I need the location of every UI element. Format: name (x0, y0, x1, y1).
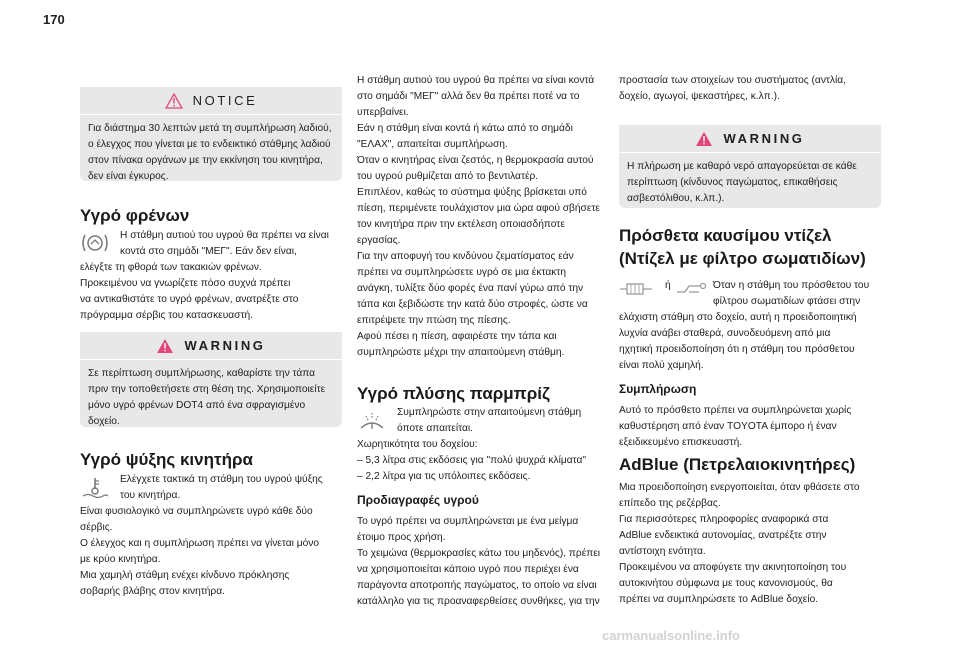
text-line: Για την αποφυγή του κινδύνου ζεματίσματος εάν (357, 251, 574, 262)
text-line: σέρβις. (80, 522, 113, 533)
notice-box-header (80, 87, 342, 115)
text-line: επίπεδο της ρεζέρβας. (619, 498, 721, 509)
warning-text: Η πλήρωση με καθαρό νερό απαγορεύεται σε κάθε περίπτωση (κίνδυνος παγώματος, επικαθήσεις ασβεστόλιθου, κ.λπ.). (627, 161, 857, 204)
text-line: Το υγρό πρέπει να συμπληρώνεται με ένα μείγμα (357, 516, 579, 527)
text-line: πίεση, περιμένετε τουλάχιστον μια ώρα αφού σβήσετε (357, 203, 600, 214)
text-line: – 2,2 λίτρα για τις υπόλοιπες εκδόσεις. (357, 471, 531, 482)
text-line: Μια προειδοποίηση ενεργοποιείται, όταν φθάσετε στο (619, 482, 860, 493)
diesel-additive-heading: Πρόσθετα καυσίμου ντίζελ (619, 226, 832, 245)
text-line: Επιπλέον, καθώς το σύστημα ψύξης βρίσκεται υπό (357, 187, 587, 198)
text-line: αντίστοιχη ενότητα. (619, 546, 706, 557)
warning-box-washer (619, 125, 881, 208)
text-line: Είναι φυσιολογικό να συμπληρώνετε υγρό κάθε δύο (80, 506, 313, 517)
text-line: του υγρού ρυθμίζεται από το βεντιλατέρ. (357, 171, 539, 182)
spec-continued-text (619, 73, 881, 105)
text-line: δοχείο, αγωγοί, ψεκαστήρες, κ.λπ.). (619, 91, 780, 102)
text-line: Μια χαμηλή στάθμη ενέχει κίνδυνο πρόκλησης (80, 570, 290, 581)
text-line: Ελέγχετε τακτικά τη στάθμη του υγρού ψύξης (120, 474, 323, 485)
fluid-spec-text (357, 514, 607, 610)
text-line: φίλτρου σωματιδίων φτάσει στην (713, 296, 861, 307)
text-line: ηχητική προειδοποίηση ότι η στάθμη του πρόσθετου (619, 344, 855, 355)
text-line: τον κινητήρα πριν την εκτέλεση οποιασδήποτε (357, 219, 565, 230)
text-line: εργασίας. (357, 235, 401, 246)
warning-triangle-icon (695, 131, 713, 147)
brake-fluid-heading: Υγρό φρένων (80, 206, 190, 225)
diesel-additive-subheading: (Ντίζελ με φίλτρο σωματιδίων) (619, 249, 866, 268)
text-line: αυτοκινήτου σύμφωνα με τους κανονισμούς, θα (619, 578, 833, 589)
text-line: εξειδικευμένο επισκευαστή. (619, 437, 743, 448)
text-line: όποτε απαιτείται. (397, 423, 473, 434)
text-line: – 5,3 λίτρα στις εκδόσεις για "πολύ ψυχρά κλίματα" (357, 455, 586, 466)
text-line: τάπα και ξεβιδώστε την κατά δύο στροφές, ώστε να (357, 299, 588, 310)
text-line: είναι πολύ χαμηλή. (619, 360, 704, 371)
warning-box-brake (80, 332, 342, 427)
text-line: Αυτό το πρόσθετο πρέπει να συμπληρώνεται χωρίς (619, 405, 852, 416)
warning-triangle-icon (156, 338, 174, 354)
fluid-spec-heading: Προδιαγραφές υγρού (357, 493, 479, 507)
text-line: Για περισσότερες πληροφορίες αναφορικά στα (619, 514, 829, 525)
adblue-heading: AdBlue (Πετρελαιοκινητήρες) (619, 455, 856, 474)
warning-box-header (80, 332, 342, 360)
warning-box-header (619, 125, 881, 153)
text-line: Όταν ο κινητήρας είναι ζεστός, η θερμοκρασία αυτού (357, 155, 594, 166)
text-line: Προκειμένου να αποφύγετε την ακινητοποίηση του (619, 562, 847, 573)
diesel-additive-text (619, 278, 881, 374)
text-line: να χρησιμοποιείται κάποιο υγρό που περιέχει ένα (357, 564, 579, 575)
text-line: επιτρέψετε την πτώση της πίεσης. (357, 315, 511, 326)
washer-fluid-text (357, 405, 607, 485)
text-line: καθυστέρηση από έναν TOYOTA έμπορο ή έναν (619, 421, 837, 432)
warning-title: WARNING (723, 130, 805, 146)
text-line: στο σημάδι "ΜΕΓ" αλλά δεν θα πρέπει ποτέ να το (357, 91, 580, 102)
text-line: κοντά στο σημάδι "ΜΕΓ". Εάν δεν είναι, (120, 246, 297, 257)
text-line: Το χειμώνα (θερμοκρασίες κάτω του μηδενός), πρέπει (357, 548, 601, 559)
text-line: συμπληρώστε μέχρι την απαιτούμενη στάθμη. (357, 347, 565, 358)
text-line: AdBlue ενδεικτικά αυτονομίας, ανατρέξτε στην (619, 530, 827, 541)
adblue-text (619, 480, 881, 608)
text-line: Ο έλεγχος και η συμπλήρωση πρέπει να γίνεται μόνο (80, 538, 319, 549)
text-line: Προκειμένου να γνωρίζετε πόσο συχνά πρέπει (80, 278, 291, 289)
text-line: Χωρητικότητα του δοχείου: (357, 439, 478, 450)
notice-text: Για διάστημα 30 λεπτών μετά τη συμπλήρωση λαδιού, ο έλεγχος που γίνεται με το ενδεικτικό στάθμης λαδιού στον πίνακα οργάνων με την εκκίνηση του κινητήρα, δεν είναι έγκυρος. (88, 123, 332, 182)
topup-text (619, 403, 881, 451)
text-line: του κινητήρα. (120, 490, 181, 501)
text-line: με κρύο κινητήρα. (80, 554, 161, 565)
text-line: ανάγκη, τυλίξτε δύο φορές ένα πανί γύρω από την (357, 283, 584, 294)
text-line: Συμπληρώστε στην απαιτούμενη στάθμη (397, 407, 582, 418)
brake-fluid-text (80, 228, 342, 324)
coolant-continued-text (357, 73, 607, 361)
notice-box (80, 87, 342, 181)
watermark: carmanualsonline.info (602, 628, 740, 643)
text-line: κατάλληλο για τις προαναφερθείσες συνθήκες, για την (357, 596, 600, 607)
text-line: Η στάθμη αυτιού του υγρού θα πρέπει να είναι κοντά (357, 75, 595, 86)
text-line: "ΕΛΑΧ", απαιτείται συμπλήρωση. (357, 139, 508, 150)
topup-heading: Συμπλήρωση (619, 382, 697, 396)
coolant-heading: Υγρό ψύξης κινητήρα (80, 450, 253, 469)
text-line: προστασία των στοιχείων του συστήματος (αντλία, (619, 75, 847, 86)
text-line: Όταν η στάθμη του πρόσθετου του (713, 280, 870, 291)
coolant-text (80, 472, 342, 600)
text-line: πρόγραμμα σέρβις του κατασκευαστή. (80, 310, 253, 321)
text-line: παράγοντα αποτροπής παγώματος, το οποίο να είναι (357, 580, 597, 591)
warning-title: WARNING (184, 337, 266, 353)
text-line: πρέπει να συμπληρώσετε το AdBlue δοχείο. (619, 594, 819, 605)
text-line: λυχνία ανάβει σταθερά, συνοδευόμενη από μια (619, 328, 831, 339)
text-line: Αφού πέσει η πίεση, αφαιρέστε την τάπα και (357, 331, 557, 342)
text-line: υπερβαίνει. (357, 107, 409, 118)
text-line: ελέγξτε τη φθορά των τακακιών φρένων. (80, 262, 262, 273)
text-line: Εάν η στάθμη είναι κοντά ή κάτω από το σημάδι (357, 123, 573, 134)
or-separator: ή (665, 280, 671, 291)
warning-triangle-icon (165, 93, 183, 109)
text-line: να αντικαθιστάτε το υγρό φρένων, ανατρέξτε στο (80, 294, 299, 305)
text-line: πρέπει να συμπληρώσετε υγρό σε μια έκτακτη (357, 267, 566, 278)
page-number: 170 (43, 12, 65, 27)
notice-title: NOTICE (192, 92, 258, 108)
washer-fluid-heading: Υγρό πλύσης παρμπρίζ (357, 384, 550, 403)
text-line: Η στάθμη αυτιού του υγρού θα πρέπει να είναι (120, 230, 329, 241)
warning-text: Σε περίπτωση συμπλήρωσης, καθαρίστε την τάπα πριν την τοποθετήσετε στη θέση της. Χρησιμοποιείτε μόνο υγρό φρένων DOT4 από ένα σφραγισμένο δοχείο. (88, 368, 326, 427)
text-line: σοβαρής βλάβης στον κινητήρα. (80, 586, 225, 597)
text-line: έτοιμο προς χρήση. (357, 532, 446, 543)
text-line: ελάχιστη στάθμη στο δοχείο, αυτή η προειδοποιητική (619, 312, 857, 323)
